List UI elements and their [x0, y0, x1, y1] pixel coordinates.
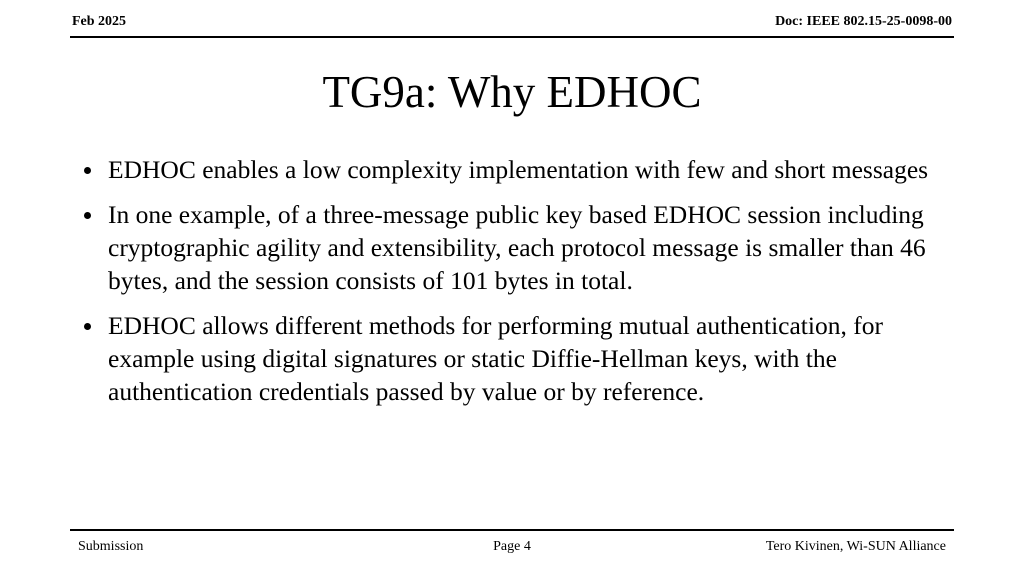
- bullet-dot-icon: [84, 323, 91, 330]
- bullet-dot-icon: [84, 167, 91, 174]
- bullet-item: [80, 198, 950, 297]
- bullet-list: [80, 153, 950, 420]
- footer-submission: Submission: [78, 539, 144, 554]
- header-doc-id: Doc: IEEE 802.15-25-0098-00: [775, 14, 952, 29]
- header-date: Feb 2025: [72, 14, 127, 29]
- footer-page-number: Page 4: [493, 539, 531, 554]
- footer-author: Tero Kivinen, Wi-SUN Alliance: [765, 539, 946, 554]
- slide-title: TG9a: Why EDHOC: [322, 67, 702, 117]
- bullet-dot-icon: [84, 212, 91, 219]
- header-divider: [70, 36, 954, 38]
- footer-divider: [70, 529, 954, 531]
- bullet-item: [80, 153, 950, 186]
- bullet-text: EDHOC enables a low complexity implementation with few and short messages: [108, 155, 929, 184]
- bullet-item: [80, 309, 950, 408]
- bullet-text: In one example, of a three-message public key based EDHOC session including cryptographic agility and extensibility, each protocol message is smaller than 46 bytes, and the session consists of 101 bytes in total.: [108, 200, 926, 295]
- bullet-text: EDHOC allows different methods for performing mutual authentication, for example using digital signatures or static Diffie-Hellman keys, with the authentication credentials passed by value or by reference.: [108, 311, 883, 406]
